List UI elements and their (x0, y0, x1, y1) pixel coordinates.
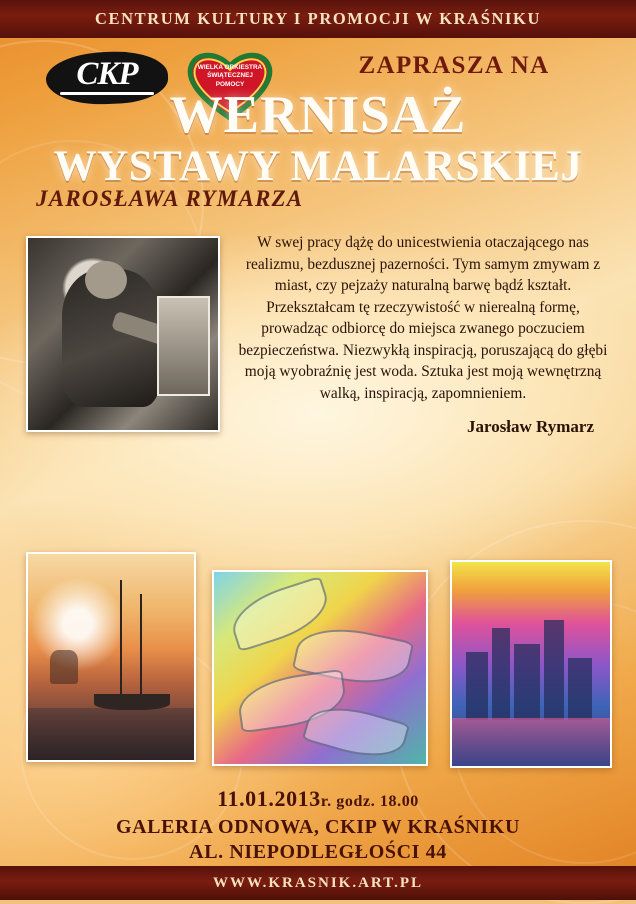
artist-statement-text: W swej pracy dążę do unicestwienia otaczającego nas realizmu, bezdusznej pazerności. Tym samym zmywam z miast, czy pejzaży naturalną barwę bądź kształt. Przekształcam tę rzeczywistość w nierealną formę, prowadząc odbiorcę do miejsca zwanego poczuciem bezpieczeństwa. Niezwykłą inspiracją, poruszającą do głębi moją wyobraźnię jest woda. Sztuka jest moją wewnętrzną walką, inspiracją, zapomnieniem. (238, 234, 608, 402)
website-url[interactable]: WWW.KRASNIK.ART.PL (212, 874, 424, 891)
bottom-banner (0, 866, 636, 900)
wosp-line-1: WIELKA ORKIESTRA (197, 64, 263, 71)
artist-signature: Jarosław Rymarz (466, 417, 594, 436)
institution-name: CENTRUM KULTURY I PROMOCJI W KRAŚNIKU (95, 9, 541, 28)
artwork-colorful-city (450, 560, 612, 768)
artist-statement (232, 232, 614, 438)
artwork-detail (568, 658, 592, 720)
event-date: 11.01.2013 (217, 786, 321, 811)
artwork-detail (140, 594, 142, 700)
artist-photo-head (85, 261, 127, 299)
artwork-detail (514, 644, 540, 720)
wosp-line-3: POMOCY (215, 80, 245, 88)
artwork-detail (50, 650, 78, 684)
artist-photo (26, 236, 220, 432)
artwork-abstract-fish (212, 570, 428, 766)
ckp-logo-text: CKP (76, 56, 138, 92)
artist-name: JAROSŁAWA RYMARZA (36, 186, 304, 211)
artwork-detail (94, 694, 170, 710)
event-address: AL. NIEPODLEGŁOŚCI 44 (189, 841, 447, 863)
artwork-detail (28, 708, 194, 760)
event-time: r. godz. 18.00 (320, 793, 419, 810)
event-date-row (0, 786, 636, 812)
event-venue: GALERIA ODNOWA, CKIP W KRAŚNIKU (115, 816, 521, 838)
title-line-2: WYSTAWY MALARSKIEJ (53, 143, 583, 190)
event-details (0, 786, 636, 864)
artwork-detail (120, 580, 122, 700)
wosp-line-2: ŚWIĄTECZNEJ (207, 72, 253, 80)
top-banner (0, 0, 636, 38)
artwork-detail (544, 620, 564, 720)
artwork-detail (466, 652, 488, 720)
artist-photo-canvas (157, 296, 210, 396)
main-title (0, 88, 636, 192)
title-line-1: WERNISAŻ (169, 86, 467, 144)
artwork-gallery (0, 552, 636, 782)
artwork-sailing-ships (26, 552, 196, 762)
artwork-detail (492, 628, 510, 720)
artwork-detail (452, 718, 610, 766)
invite-text: ZAPRASZA NA (358, 52, 550, 79)
